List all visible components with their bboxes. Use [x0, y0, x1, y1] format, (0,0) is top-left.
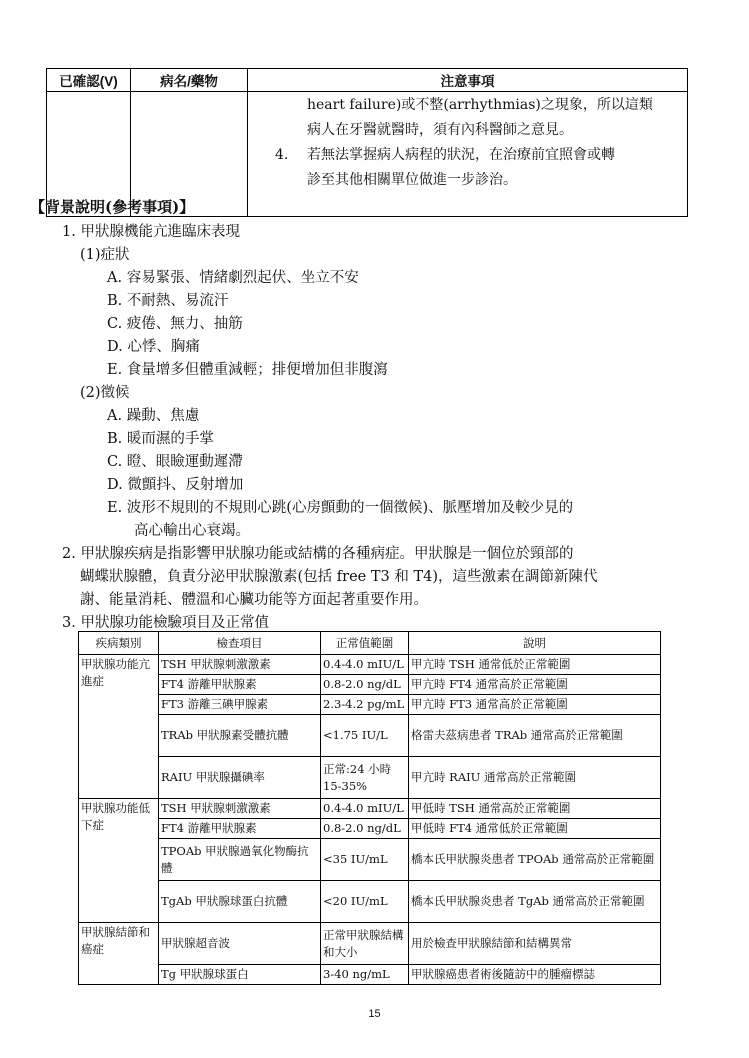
header-disease-drug: 病名/藥物	[131, 69, 248, 92]
table-row	[79, 881, 661, 923]
test-item-cell: TSH 甲狀腺刺激激素	[159, 655, 321, 675]
test-item-cell: TRAb 甲狀腺素受體抗體	[159, 715, 321, 757]
table-row	[79, 965, 661, 985]
category-cell: 甲狀腺功能低下症	[79, 799, 159, 923]
table-row	[79, 799, 661, 819]
range-cell: <20 IU/mL	[321, 881, 409, 923]
symptom-item: B. 不耐熱、易流汗	[107, 293, 229, 309]
col-header-category: 疾病類別	[79, 632, 159, 655]
note-line: 病人在牙醫就醫時，須有內科醫師之意見。	[307, 122, 573, 138]
page-number: 15	[368, 1008, 381, 1020]
signs-title: (2)徵候	[80, 385, 130, 401]
sign-item: D. 微顫抖、反射增加	[107, 477, 244, 493]
range-cell: 正常甲狀腺結構和大小	[321, 923, 409, 965]
note-cell: 甲低時 TSH 通常高於正常範圍	[409, 799, 661, 819]
test-item-cell: TPOAb 甲狀腺過氧化物酶抗體	[159, 839, 321, 881]
notes-cell	[248, 92, 688, 217]
col-header-test-item: 檢查項目	[159, 632, 321, 655]
note-cell: 甲狀腺癌患者術後隨訪中的腫瘤標誌	[409, 965, 661, 985]
note-cell: 橋本氏甲狀腺炎患者 TgAb 通常高於正常範圍	[409, 881, 661, 923]
range-cell: <35 IU/mL	[321, 839, 409, 881]
table-row	[79, 715, 661, 757]
symptom-item: D. 心悸、胸痛	[107, 339, 200, 355]
sign-item-continued: 高心輸出心衰竭。	[134, 523, 250, 539]
note-cell: 橋本氏甲狀腺炎患者 TPOAb 通常高於正常範圍	[409, 839, 661, 881]
table-row	[79, 839, 661, 881]
note-cell: 甲低時 FT4 通常低於正常範圍	[409, 819, 661, 839]
note-cell: 甲亢時 FT4 通常高於正常範圍	[409, 675, 661, 695]
note-cell: 甲亢時 TSH 通常低於正常範圍	[409, 655, 661, 675]
header-notes: 注意事項	[248, 69, 688, 92]
table-row	[79, 819, 661, 839]
section-1-title: 1. 甲狀腺機能亢進臨床表現	[62, 224, 240, 240]
note-cell: 甲亢時 RAIU 通常高於正常範圍	[409, 757, 661, 799]
section-3-title: 3. 甲狀腺功能檢驗項目及正常值	[62, 615, 269, 631]
range-cell: 正常:24 小時 15-35%	[321, 757, 409, 799]
sign-item: B. 暖而濕的手掌	[107, 431, 214, 447]
note-cell: 格雷夫茲病患者 TRAb 通常高於正常範圍	[409, 715, 661, 757]
note-line: 4. 若無法掌握病人病程的狀況，在治療前宜照會或轉	[275, 147, 615, 163]
test-item-cell: FT3 游離三碘甲腺素	[159, 695, 321, 715]
test-item-cell: 甲狀腺超音波	[159, 923, 321, 965]
sign-item: E. 波形不規則的不規則心跳(心房顫動的一個徵候)、脈壓增加及較少見的	[107, 500, 574, 516]
note-cell: 用於檢查甲狀腺結節和結構異常	[409, 923, 661, 965]
section-2-line: 2. 甲狀腺疾病是指影響甲狀腺功能或結構的各種病症。甲狀腺是一個位於頸部的	[62, 546, 574, 562]
header-confirmed: 已確認(V)	[47, 69, 131, 92]
precautions-table	[46, 68, 688, 217]
range-cell: 0.8-2.0 ng/dL	[321, 675, 409, 695]
range-cell: 0.8-2.0 ng/dL	[321, 819, 409, 839]
section-2-line: 謝、能量消耗、體溫和心臟功能等方面起著重要作用。	[80, 592, 428, 608]
test-item-cell: Tg 甲狀腺球蛋白	[159, 965, 321, 985]
symptom-item: A. 容易緊張、情緒劇烈起伏、坐立不安	[107, 270, 359, 286]
category-cell: 甲狀腺功能亢進症	[79, 655, 159, 799]
symptom-item: C. 疲倦、無力、抽筋	[107, 316, 243, 332]
section-2-line: 蝴蝶狀腺體，負責分泌甲狀腺激素(包括 free T3 和 T4)，這些激素在調節新陳代	[80, 569, 598, 585]
thyroid-tests-table	[78, 631, 661, 985]
symptom-item: E. 食量增多但體重減輕；排便增加但非腹瀉	[107, 362, 388, 378]
category-cell: 甲狀腺結節和癌症	[79, 923, 159, 985]
test-item-cell: RAIU 甲狀腺攝碘率	[159, 757, 321, 799]
col-header-normal-range: 正常值範圍	[321, 632, 409, 655]
range-cell: 0.4-4.0 mIU/L	[321, 799, 409, 819]
range-cell: 3-40 ng/mL	[321, 965, 409, 985]
col-header-description: 說明	[409, 632, 661, 655]
test-item-cell: FT4 游離甲狀腺素	[159, 819, 321, 839]
test-item-cell: TgAb 甲狀腺球蛋白抗體	[159, 881, 321, 923]
test-item-cell: TSH 甲狀腺刺激激素	[159, 799, 321, 819]
table-row	[79, 655, 661, 675]
table-row	[79, 757, 661, 799]
note-cell: 甲亢時 FT3 通常高於正常範圍	[409, 695, 661, 715]
background-heading: 【背景說明(參考事項)】	[30, 198, 195, 216]
range-cell: <1.75 IU/L	[321, 715, 409, 757]
sign-item: A. 躁動、焦慮	[107, 408, 200, 424]
test-item-cell: FT4 游離甲狀腺素	[159, 675, 321, 695]
note-line: 診至其他相關單位做進一步診治。	[307, 172, 517, 188]
table-row	[79, 695, 661, 715]
range-cell: 0.4-4.0 mIU/L	[321, 655, 409, 675]
sign-item: C. 瞪、眼瞼運動遲滯	[107, 454, 243, 470]
symptoms-title: (1)症狀	[80, 247, 130, 263]
note-line: heart failure)或不整(arrhythmias)之現象，所以這類	[307, 97, 653, 113]
table-row	[79, 675, 661, 695]
range-cell: 2.3-4.2 pg/mL	[321, 695, 409, 715]
table-row	[79, 923, 661, 965]
